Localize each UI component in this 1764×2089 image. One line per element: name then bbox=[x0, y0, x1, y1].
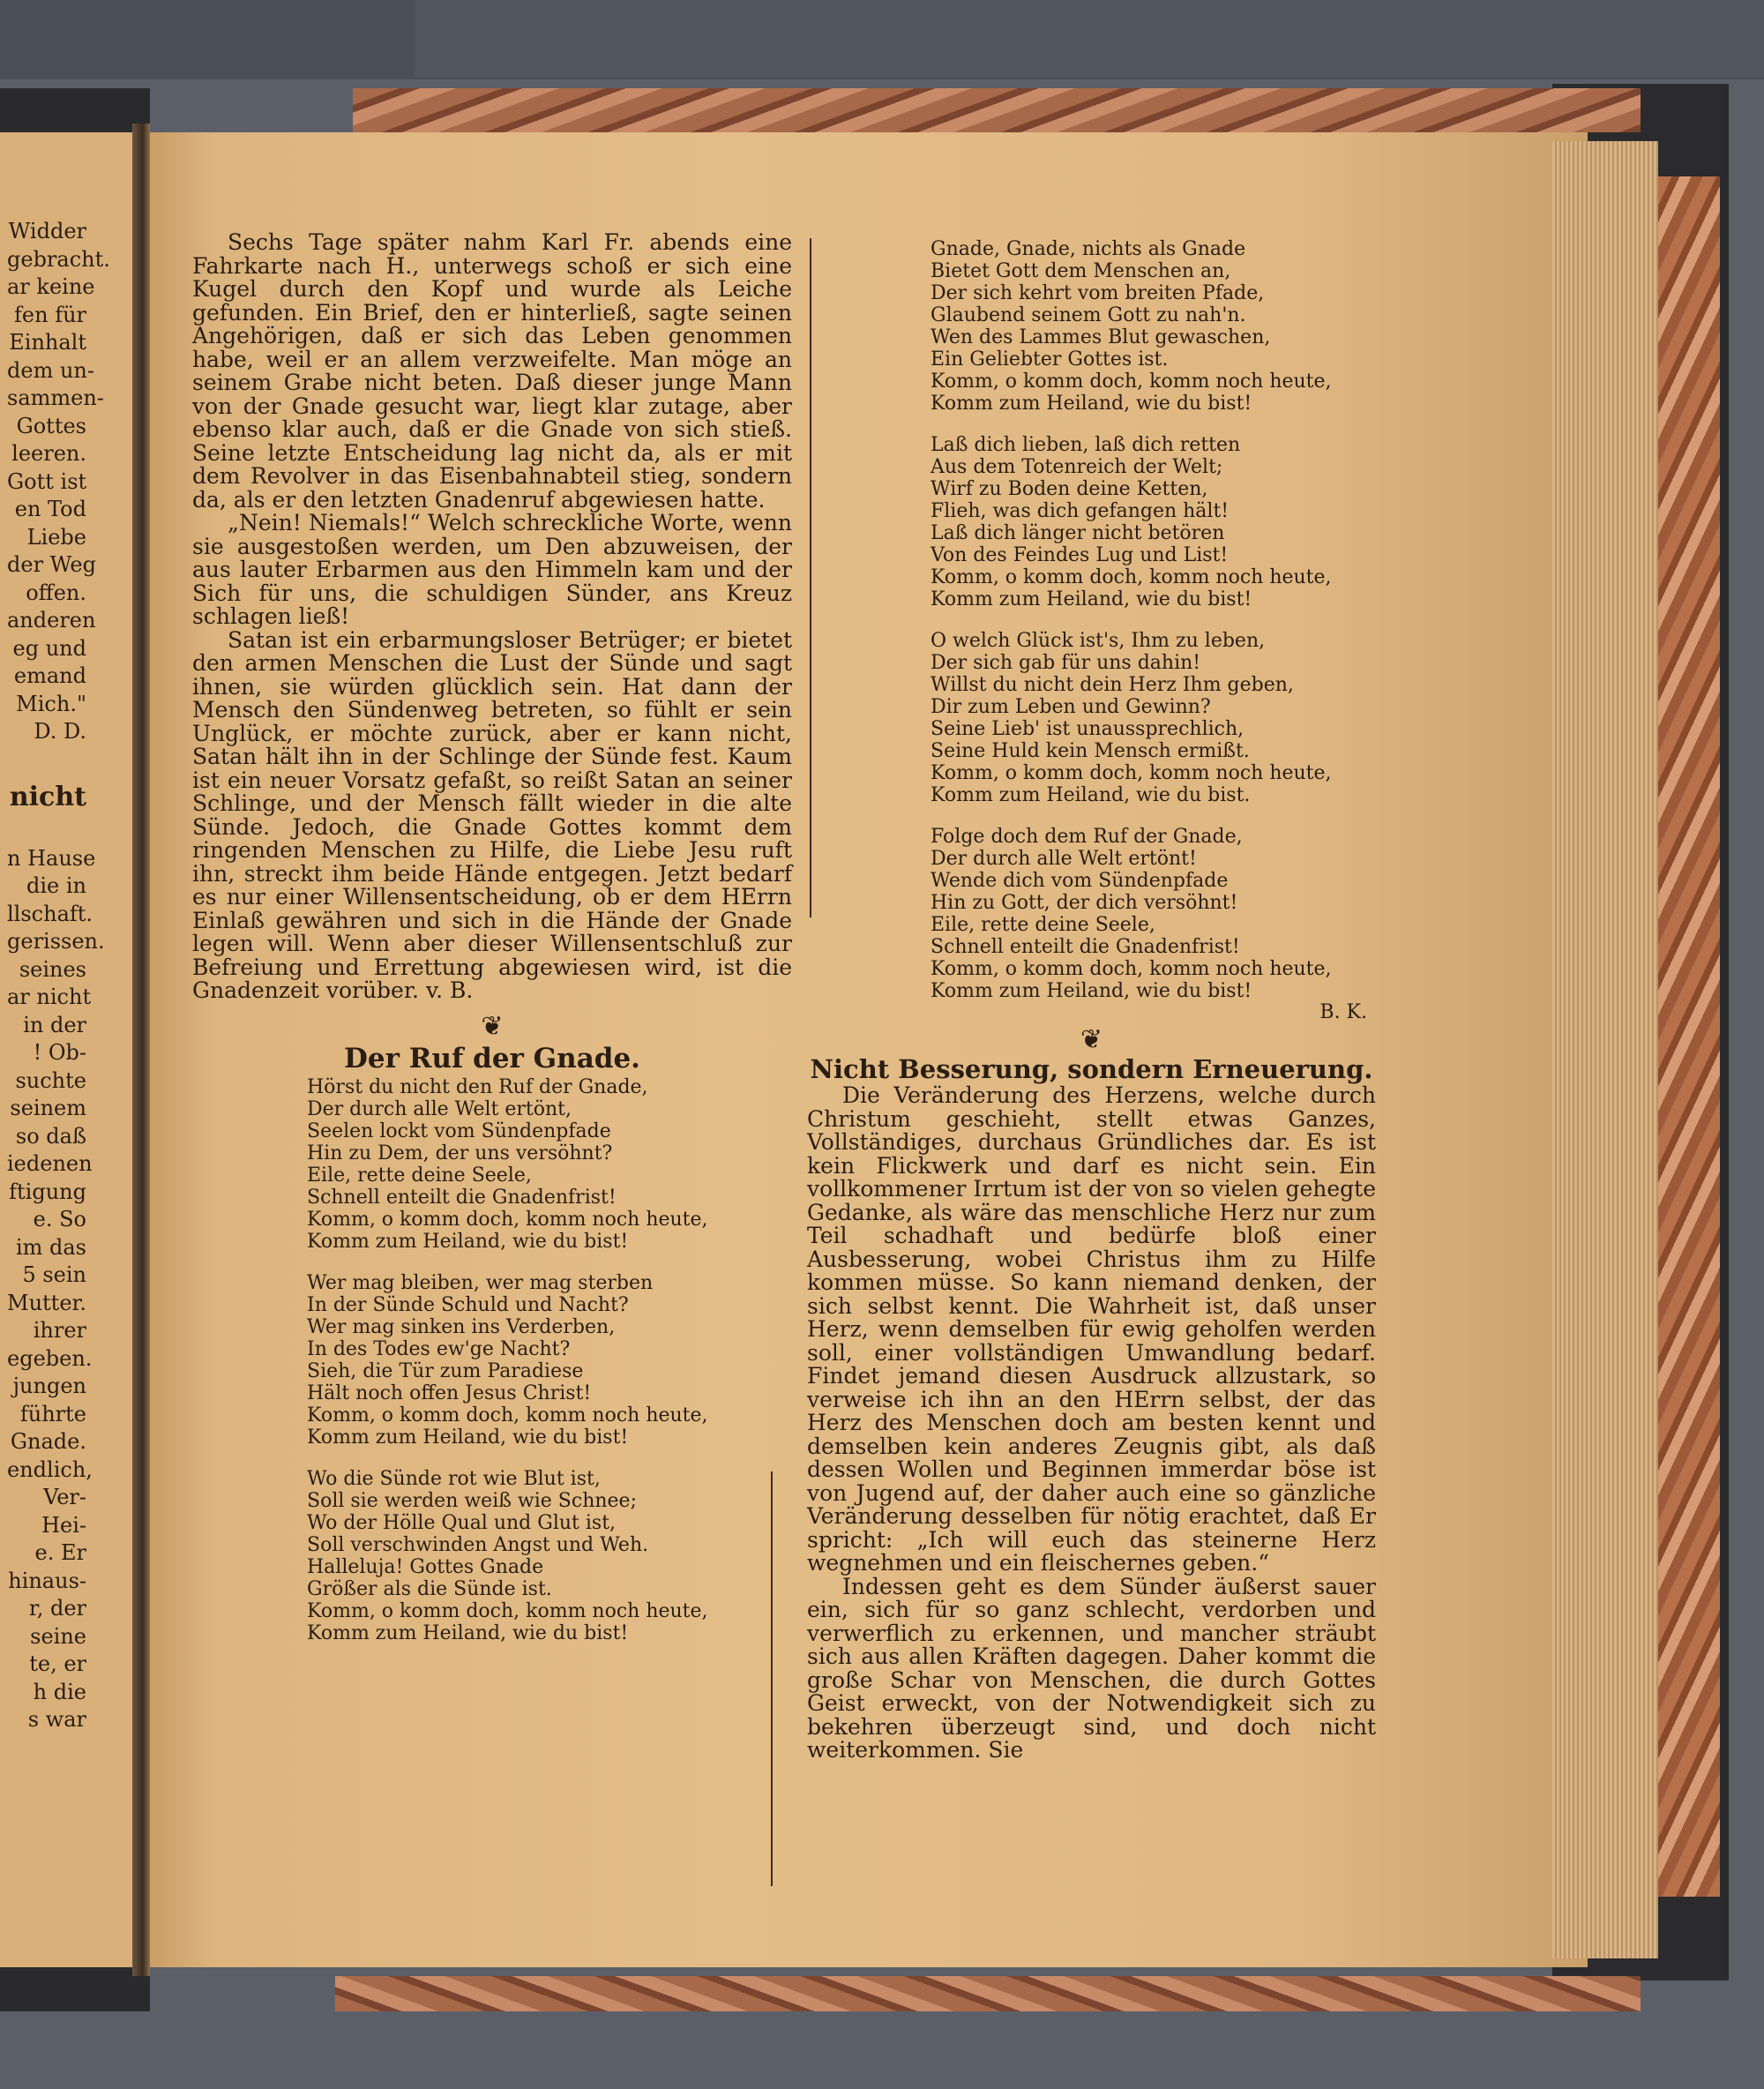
poem-line: Von des Feindes Lug und List! bbox=[931, 544, 1229, 566]
left-page-fragment: e. Er bbox=[34, 1540, 86, 1565]
poem-line: Wer mag bleiben, wer mag sterben bbox=[307, 1271, 654, 1294]
left-page-fragment: seinem bbox=[10, 1096, 86, 1120]
poem-line: Komm zum Heiland, wie du bist! bbox=[307, 1621, 629, 1644]
left-page-fragment: seine bbox=[30, 1623, 86, 1649]
poem-line: Komm, o komm doch, komm noch heute, bbox=[931, 958, 1332, 980]
poem-title: Der Ruf der Gnade. bbox=[344, 1043, 640, 1074]
background-top-right bbox=[415, 0, 1764, 78]
poem-line: Hin zu Dem, der uns versöhnt? bbox=[307, 1142, 613, 1164]
marbled-cover-top bbox=[353, 88, 1641, 132]
poem-line: Ein Geliebter Gottes ist. bbox=[931, 348, 1169, 371]
poem-line: Laß dich länger nicht betören bbox=[931, 522, 1225, 544]
left-page-fragment: Liebe bbox=[26, 524, 86, 550]
ornament: ❦ bbox=[481, 1010, 504, 1042]
left-page-fragment: endlich, bbox=[7, 1456, 93, 1482]
left-page-fragment: te, er bbox=[29, 1651, 86, 1676]
poem-line: Komm, o komm doch, komm noch heute, bbox=[307, 1208, 708, 1231]
left-page-fragment: so daß bbox=[15, 1123, 86, 1149]
poem-line: Wende dich vom Sündenpfade bbox=[931, 870, 1229, 892]
ornament: ❦ bbox=[1080, 1024, 1103, 1055]
poem-line: Komm zum Heiland, wie du bist! bbox=[307, 1230, 629, 1253]
book-gutter bbox=[132, 124, 150, 1976]
poem-line: Dir zum Leben und Gewinn? bbox=[931, 696, 1211, 718]
poem-line: Willst du nicht dein Herz Ihm geben, bbox=[931, 674, 1294, 696]
poem-line: Hin zu Gott, der dich versöhnt! bbox=[931, 892, 1238, 914]
left-page-fragment: ar nicht bbox=[7, 985, 92, 1009]
left-page-fragment: iedenen bbox=[7, 1151, 93, 1176]
poem-line: Eile, rette deine Seele, bbox=[307, 1164, 532, 1187]
left-page-fragment: h die bbox=[33, 1679, 86, 1704]
poem-line: Komm, o komm doch, komm noch heute, bbox=[307, 1599, 708, 1622]
left-page-fragment: Mich." bbox=[16, 691, 86, 716]
paragraph: Die Veränderung des Herzens, welche durch Christum geschieht, stellt etwas Ganzes, Vollständiges, durchaus Gründliches dar. Es ist kein Flickwerk und darf es nicht sein. Ein vollkommener Irrtum ist der von so vielen gehegte Gedanke, als wäre das menschliche Herz nur zum Teil schadhaft und bedürfe bloß einer Ausbesserung, wobei Christus ihm zu Hilfe kommen müsse. So kann niemand denken, der sich selbst kennt. Die Wahrheit ist, daß unser Herz, wenn demselben für ewig geholfen werden soll, einer vollständigen Umwandlung bedarf. Findet jemand diesen Ausdruck allzustark, so verweise ich ihn an den HErrn selbst, der das Herz des Menschen doch am besten kennt und demselben kein anderes Zeugnis gibt, als daß dessen Wollen und Beginnen immerdar böse ist von Jugend auf, der daher auch eine so gänzliche Veränderung desselben für nötig erachtet, daß Er spricht: „Ich will euch das steinerne Herz wegnehmen und ein fleischernes geben.“ bbox=[807, 1082, 1376, 1576]
poem bbox=[192, 1076, 792, 1644]
marbled-cover-right bbox=[1658, 176, 1720, 1897]
poem-line: Laß dich lieben, laß dich retten bbox=[931, 434, 1241, 456]
poem-line: Wo der Hölle Qual und Glut ist, bbox=[307, 1511, 617, 1534]
poem-line: Schnell enteilt die Gnadenfrist! bbox=[931, 936, 1240, 958]
poem-line: In der Sünde Schuld und Nacht? bbox=[307, 1293, 629, 1316]
poem-line: Wirf zu Boden deine Ketten, bbox=[931, 478, 1208, 500]
poem-line: Komm zum Heiland, wie du bist. bbox=[931, 784, 1251, 806]
column-rule bbox=[771, 1471, 773, 1886]
left-page-fragment: Widder bbox=[8, 219, 86, 243]
poem-line: Folge doch dem Ruf der Gnade, bbox=[931, 826, 1243, 848]
left-page-fragment: r, der bbox=[28, 1596, 86, 1621]
left-page-fragment: offen. bbox=[26, 580, 86, 605]
poem-stanza bbox=[931, 826, 1376, 1002]
poem-line: Hörst du nicht den Ruf der Gnade, bbox=[307, 1075, 648, 1098]
poem-line: Eile, rette deine Seele, bbox=[931, 914, 1155, 936]
left-page-fragment: die in bbox=[26, 873, 86, 898]
poem-line: Größer als die Sünde ist. bbox=[307, 1577, 552, 1600]
left-page-fragment: ftigung bbox=[9, 1179, 86, 1204]
left-page-fragment: dem un- bbox=[7, 357, 94, 383]
poem-line: Aus dem Totenreich der Welt; bbox=[931, 456, 1223, 478]
poem-line: Seine Lieb' ist unaussprechlich, bbox=[931, 718, 1245, 740]
left-page-fragment: Gott ist bbox=[7, 468, 87, 494]
column-right bbox=[807, 238, 1376, 1763]
left-page-fragment: in der bbox=[23, 1012, 86, 1037]
poem-line: Bietet Gott dem Menschen an, bbox=[931, 260, 1231, 282]
left-page-fragment: seines bbox=[19, 956, 86, 982]
poem-line: In des Todes ew'ge Nacht? bbox=[307, 1337, 571, 1360]
left-page-fragment: Einhalt bbox=[9, 330, 86, 355]
poem-line: Wo die Sünde rot wie Blut ist, bbox=[307, 1467, 601, 1490]
left-page-fragment: emand bbox=[13, 663, 86, 688]
left-page-fragment: ar keine bbox=[7, 274, 95, 299]
left-page-fragment: im das bbox=[15, 1234, 86, 1260]
poem-stanza bbox=[931, 434, 1376, 610]
left-page-fragment: nicht bbox=[9, 781, 86, 812]
left-page-fragment: jungen bbox=[12, 1374, 86, 1398]
paragraph: „Nein! Niemals!“ Welch schreckliche Worte, wenn sie ausgestoßen werden, um Den abzuweisen, der aus lauter Erbarmen aus den Himmeln kam und der Sich für uns, die schuldigen Sünder, ans Kreuz schlagen ließ! bbox=[192, 510, 792, 629]
left-page-fragment: Gnade. bbox=[10, 1429, 86, 1454]
left-page-fragment: D. D. bbox=[34, 719, 86, 744]
left-page-fragment: anderen bbox=[7, 608, 96, 633]
marbled-cover-bottom bbox=[335, 1976, 1641, 2011]
left-page-fragment: sammen- bbox=[7, 386, 104, 410]
left-page-fragment: suchte bbox=[15, 1067, 86, 1093]
poem-line: Komm, o komm doch, komm noch heute, bbox=[931, 762, 1332, 784]
left-page-fragment: Gottes bbox=[16, 413, 86, 438]
poem-line: Flieh, was dich gefangen hält! bbox=[931, 500, 1230, 522]
poem-stanza bbox=[931, 238, 1376, 415]
poem-stanza bbox=[307, 1272, 792, 1449]
poem-line: Der durch alle Welt ertönt! bbox=[931, 848, 1197, 870]
left-page-fragment: gebracht. bbox=[7, 246, 110, 272]
paragraph: Indessen geht es dem Sünder äußerst sauer ein, sich für so ganz schlecht, verdorben und verwerflich zu erkennen, und mancher sträubt sich aus allen Kräften dagegen. Daher kommt die große Schar von Menschen, die durch Gottes Geist erweckt, von der Notwendigkeit sich zu bekehren überzeugt sind, und doch nicht weiterkommen. Sie bbox=[807, 1573, 1376, 1763]
left-page-fragment: Hei- bbox=[41, 1512, 86, 1538]
poem-continued bbox=[807, 238, 1376, 1002]
left-page-fragment: hinaus- bbox=[8, 1568, 86, 1593]
poem-line: Glaubend seinem Gott zu nah'n. bbox=[931, 304, 1246, 326]
left-page-fragment: fen für bbox=[14, 302, 86, 327]
left-page-fragment: ! Ob- bbox=[33, 1040, 86, 1065]
poem-line: Hält noch offen Jesus Christ! bbox=[307, 1381, 592, 1404]
poem-line: Halleluja! Gottes Gnade bbox=[307, 1555, 544, 1578]
poem-line: Sieh, die Tür zum Paradiese bbox=[307, 1359, 584, 1382]
column-left bbox=[192, 231, 792, 1664]
poem-line: Komm, o komm doch, komm noch heute, bbox=[931, 371, 1332, 393]
page-edges bbox=[1552, 141, 1658, 1958]
left-page-fragment: llschaft. bbox=[7, 901, 93, 926]
left-page-fragment: 5 sein bbox=[22, 1262, 86, 1287]
poem-line: Schnell enteilt die Gnadenfrist! bbox=[307, 1186, 617, 1209]
poem-line: Komm zum Heiland, wie du bist! bbox=[931, 980, 1252, 1002]
poem-stanza bbox=[931, 630, 1376, 806]
poem-line: Seine Huld kein Mensch ermißt. bbox=[931, 740, 1250, 762]
left-page-fragment: führte bbox=[19, 1401, 86, 1426]
poem-line: Soll sie werden weiß wie Schnee; bbox=[307, 1489, 637, 1512]
article-title: Nicht Besserung, sondern Erneuerung. bbox=[810, 1053, 1373, 1084]
left-page-fragment: gerissen. bbox=[7, 929, 105, 954]
poem-line: Der sich kehrt vom breiten Pfade, bbox=[931, 282, 1265, 304]
poem-line: Wer mag sinken ins Verderben, bbox=[307, 1315, 616, 1338]
signature: B. K. bbox=[1319, 1001, 1367, 1023]
left-page-fragment: der Weg bbox=[7, 552, 96, 577]
poem-line: Komm zum Heiland, wie du bist! bbox=[931, 393, 1252, 415]
poem-line: Komm zum Heiland, wie du bist! bbox=[307, 1426, 629, 1449]
left-page-fragment: egeben. bbox=[7, 1345, 93, 1371]
left-page-fragment: eg und bbox=[12, 635, 86, 661]
poem-stanza bbox=[307, 1076, 792, 1253]
poem-line: Soll verschwinden Angst und Weh. bbox=[307, 1533, 649, 1556]
left-page-fragment: leeren. bbox=[11, 441, 86, 466]
poem-line: Gnade, Gnade, nichts als Gnade bbox=[931, 238, 1246, 260]
left-page bbox=[0, 132, 132, 1967]
paragraph: Satan ist ein erbarmungsloser Betrüger; er bietet den armen Menschen die Lust der Sünde und sagt ihnen, sie würden glücklich sein. Hat dann der Mensch den Sündenweg betreten, so fühlt er sein Unglück, er möchte zurück, aber er kann nicht, Satan hält ihn in der Schlinge der Sünde fest. Kaum ist ein neuer Vorsatz gefaßt, so reißt Satan an seiner Schlinge, und der Mensch fällt wieder in die alte Sünde. Jedoch, die Gnade Gottes kommt dem ringenden Menschen zu Hilfe, die Liebe Jesu ruft ihn, streckt ihm beide Hände entgegen. Jetzt bedarf es nur einer Willensentscheidung, ob er dem HErrn Einlaß gewähren und sich in die Hände der Gnade legen will. Wenn aber dieser Willensentschluß zur Befreiung und Errettung abgewiesen wird, ist die Gnadenzeit vorüber. v. B. bbox=[192, 626, 792, 1003]
left-page-fragment: e. So bbox=[33, 1207, 86, 1232]
poem-line: Komm zum Heiland, wie du bist! bbox=[931, 588, 1252, 610]
poem-line: Seelen lockt vom Sündenpfade bbox=[307, 1119, 611, 1142]
poem-line: Der durch alle Welt ertönt, bbox=[307, 1097, 572, 1120]
poem-line: Komm, o komm doch, komm noch heute, bbox=[307, 1404, 708, 1426]
left-page-fragment: n Hause bbox=[7, 845, 96, 871]
left-page-fragment: Mutter. bbox=[7, 1290, 86, 1315]
left-page-fragment: en Tod bbox=[14, 497, 86, 521]
poem-line: Der sich gab für uns dahin! bbox=[931, 652, 1201, 674]
poem-line: O welch Glück ist's, Ihm zu leben, bbox=[931, 630, 1266, 652]
paragraph: Sechs Tage später nahm Karl Fr. abends eine Fahrkarte nach H., unterwegs schoß er sich eine Kugel durch den Kopf und wurde als Leiche gefunden. Ein Brief, den er hinterließ, sagte seinen Angehörigen, daß er sich das Leben genommen habe, weil er an allem verzweifelte. Man möge an seinem Grabe nicht beten. Daß dieser junge Mann von der Gnade gesucht war, liegt klar zutage, aber ebenso klar auch, daß er die Gnade von sich stieß. Seine letzte Entscheidung lag nicht da, als er mit dem Revolver in das Eisenbahnabteil stieg, sondern da, als er den letzten Gnadenruf abgewiesen hatte. bbox=[192, 229, 792, 513]
poem-line: Komm, o komm doch, komm noch heute, bbox=[931, 566, 1332, 588]
left-page-fragment: Ver- bbox=[43, 1485, 86, 1509]
poem-line: Wen des Lammes Blut gewaschen, bbox=[931, 326, 1271, 348]
left-page-fragment: ihrer bbox=[33, 1318, 86, 1343]
poem-stanza bbox=[307, 1468, 792, 1644]
left-page-fragment: s war bbox=[27, 1707, 86, 1732]
